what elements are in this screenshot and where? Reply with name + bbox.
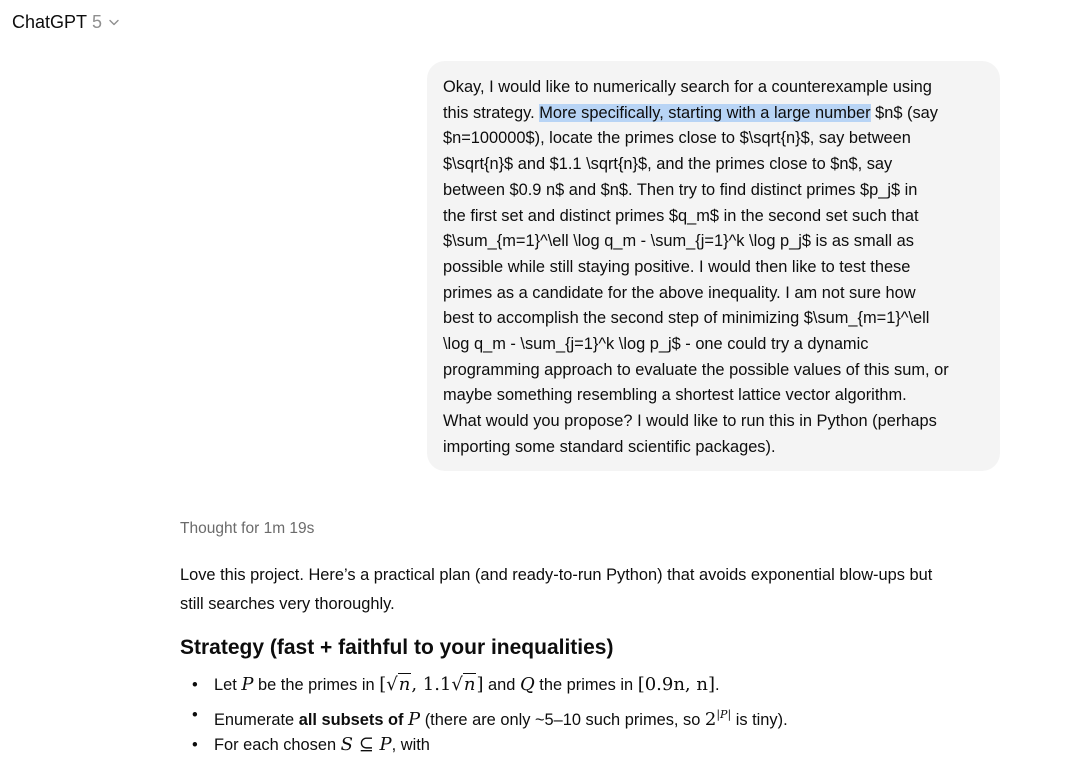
user-message-text[interactable] — [443, 75, 984, 461]
user-message-bubble — [427, 61, 1000, 471]
text-segment: Enumerate — [214, 711, 299, 729]
math-base: 2 — [704, 709, 717, 730]
text-segment: For each chosen — [214, 736, 341, 754]
bullet-dot: • — [192, 736, 198, 754]
math-power — [705, 709, 731, 730]
intro-line: still searches very thoroughly. — [180, 595, 395, 613]
message-line: between $0.9 n$ and $n$. Then try to find distinct primes $p_j$ in — [443, 180, 918, 199]
bullet-item — [190, 701, 788, 731]
math-subset: S ⊆ P — [340, 734, 392, 755]
bullet-item — [190, 671, 788, 701]
math-symbol: Q — [519, 674, 535, 695]
text-segment: is tiny). — [731, 711, 788, 729]
model-name: ChatGPT — [12, 11, 88, 32]
intro-line: Love this project. Here’s a practical plan (and ready-to-run Python) that avoids exponential blow-ups but — [180, 566, 933, 584]
message-line: $n=100000$), locate the primes close to $\sqrt{n}$, say between — [443, 129, 911, 148]
strategy-heading: Strategy (fast + faithful to your inequalities) — [180, 636, 614, 659]
text-segment: the primes in — [534, 676, 638, 694]
message-line: programming approach to evaluate the possible values of this sum, or — [443, 360, 949, 379]
model-version: 5 — [92, 11, 103, 32]
message-line: the first set and distinct primes $q_m$ in the second set such that — [443, 206, 919, 225]
text-segment: Let — [214, 676, 242, 694]
message-line: Okay, I would like to numerically search for a counterexample using — [443, 78, 932, 96]
text-segment: and — [483, 676, 520, 694]
message-line: $\sum_{m=1}^\ell \log q_m - \sum_{j=1}^k \log p_j$ is as small as — [443, 232, 914, 251]
message-line: possible while still staying positive. I would then like to test these — [443, 257, 911, 276]
bullet-item — [190, 731, 788, 761]
message-line: \log q_m - \sum_{j=1}^k \log p_j$ - one could try a dynamic — [443, 335, 869, 354]
math-interval-sqrt: [√n, 1.1√n] — [379, 674, 484, 695]
math-interval: [0.9n, n] — [637, 674, 715, 695]
message-line: $\sqrt{n}$ and $1.1 \sqrt{n}$, and the primes close to $n$, say — [443, 155, 893, 174]
message-line-with-selection — [443, 101, 984, 127]
assistant-intro — [180, 561, 1000, 619]
text-segment: (there are only ~5–10 such primes, so — [420, 711, 705, 729]
message-line: best to accomplish the second step of minimizing $\sum_{m=1}^\ell — [443, 309, 930, 328]
math-symbol: P — [241, 674, 254, 695]
model-selector-button[interactable] — [12, 12, 121, 33]
text-segment: be the primes in — [253, 676, 380, 694]
text-segment: $n$ (say — [870, 103, 938, 122]
math-symbol: P — [408, 709, 421, 730]
text-segment: , with — [391, 736, 430, 754]
text-segment: this strategy. — [443, 103, 540, 122]
selected-text-highlight: More specifically, starting with a large number — [539, 103, 871, 122]
text-segment: . — [715, 676, 720, 694]
bullet-dot: • — [192, 706, 198, 724]
message-line: maybe something resembling a shortest lattice vector algorithm. — [443, 386, 907, 405]
strategy-bullet-list — [190, 671, 788, 761]
top-bar — [12, 10, 121, 34]
bullet-dot: • — [192, 676, 198, 694]
message-line: primes as a candidate for the above inequality. I am not sure how — [443, 283, 916, 302]
bold-text: all subsets of — [298, 711, 404, 729]
thought-duration-toggle[interactable]: Thought for 1m 19s — [180, 520, 315, 537]
message-line: importing some standard scientific packages). — [443, 437, 776, 456]
chevron-down-icon — [107, 15, 121, 29]
message-line: What would you propose? I would like to run this in Python (perhaps — [443, 412, 937, 431]
math-exponent: |P| — [716, 708, 732, 721]
